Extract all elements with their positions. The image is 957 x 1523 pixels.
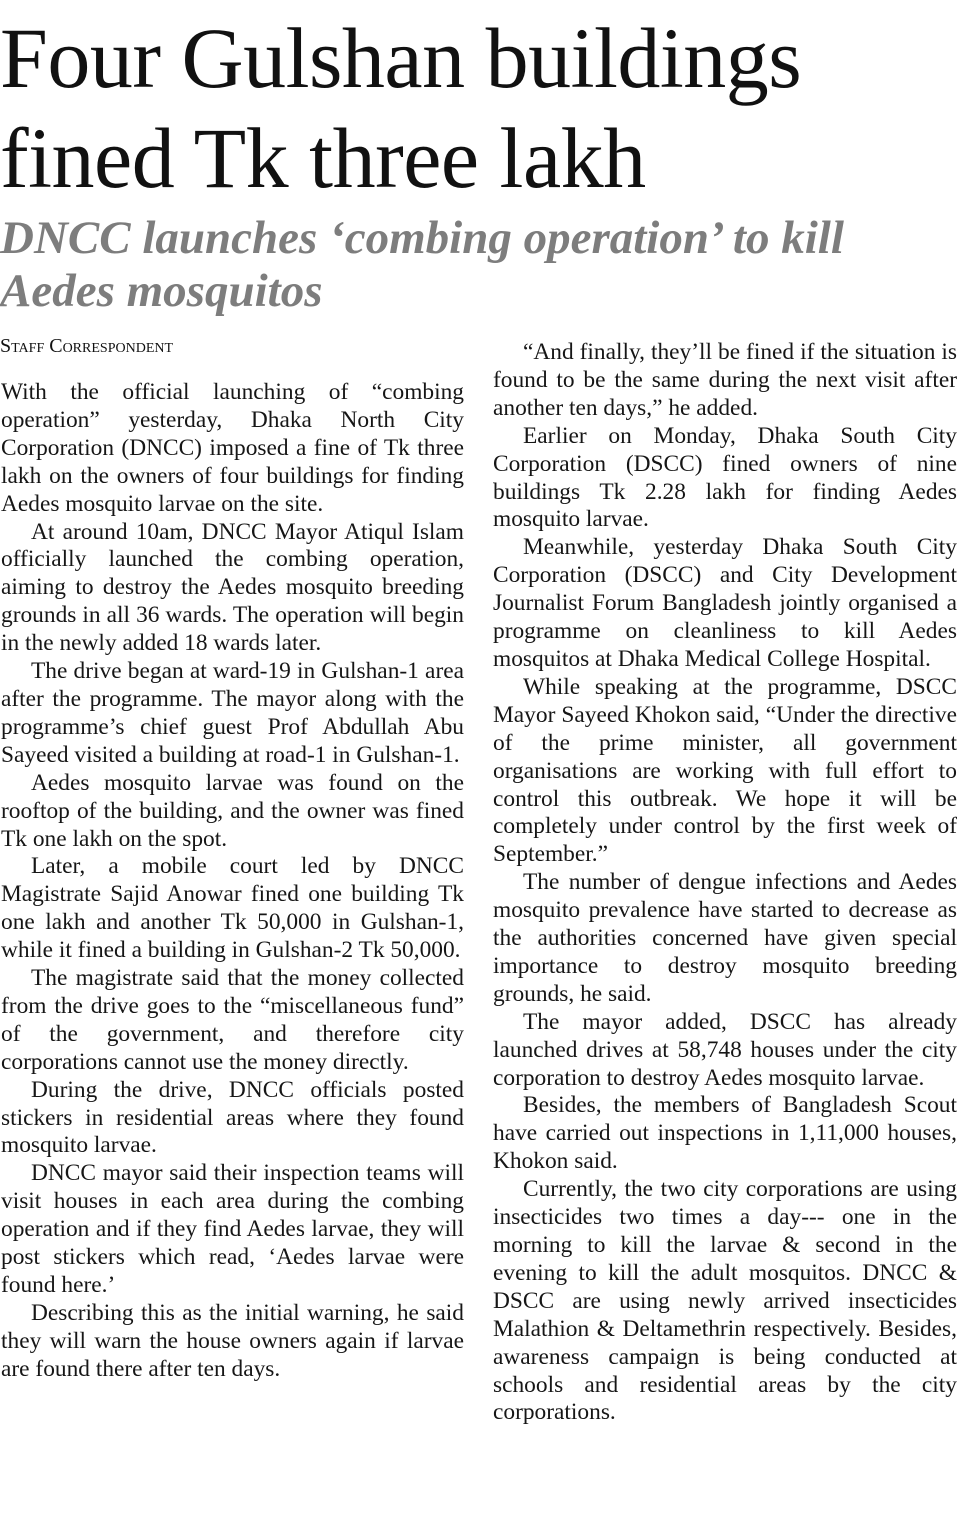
paragraph: The number of dengue infections and Aedes mosquito prevalence have started to decrease as the authorities concerned have given special importance to destroy mosquito breeding grounds, he said. <box>493 869 957 1007</box>
paragraph: The magistrate said that the money collected from the drive goes to the “miscellaneous fund” of the government, and therefore city corporations cannot use the money directly. <box>1 965 464 1075</box>
headline: Four Gulshan buildings fined Tk three lakh <box>0 10 802 206</box>
paragraph: DNCC mayor said their inspection teams will visit houses in each area during the combing operation and if they find Aedes larvae, they will post stickers which read, ‘Aedes larvae were found here.’ <box>1 1160 464 1298</box>
paragraph: Aedes mosquito larvae was found on the rooftop of the building, and the owner was fined Tk one lakh on the spot. <box>1 769 464 852</box>
paragraph: During the drive, DNCC officials posted stickers in residential areas where they found mosquito larvae. <box>1 1076 464 1159</box>
paragraph: Describing this as the initial warning, he said they will warn the house owners again if larvae are found there after ten days. <box>1 1299 464 1382</box>
paragraph: Besides, the members of Bangladesh Scout have carried out inspections in 1,11,000 houses, Khokon said. <box>493 1092 957 1175</box>
paragraph: Later, a mobile court led by DNCC Magistrate Sajid Anowar fined one building Tk one lakh and another Tk 50,000 in Gulshan-1, while it fined a building in Gulshan-2 Tk 50,000. <box>1 853 464 964</box>
paragraph: The mayor added, DSCC has already launched drives at 58,748 houses under the city corporation to destroy Aedes mosquito larvae. <box>493 1008 957 1091</box>
byline: Staff Correspondent <box>0 335 174 357</box>
subheadline: DNCC launches ‘combing operation’ to kill Aedes mosquitos <box>0 212 844 317</box>
paragraph: With the official launching of “combing operation” yesterday, Dhaka North City Corporation (DNCC) imposed a fine of Tk three lakh on the owners of four buildings for finding Aedes mosquito larvae on the site. <box>1 379 464 517</box>
paragraph: Earlier on Monday, Dhaka South City Corporation (DSCC) fined owners of nine buildings Tk 2.28 lakh for finding Aedes mosquito larvae. <box>493 422 957 533</box>
article-column-left <box>1 379 464 1384</box>
article-column-right <box>493 339 957 1427</box>
paragraph: The drive began at ward-19 in Gulshan-1 area after the programme. The mayor along with the programme’s chief guest Prof Abdullah Abu Sayeed visited a building at road-1 in Gulshan-1. <box>1 658 464 768</box>
paragraph: “And finally, they’ll be fined if the situation is found to be the same during the next visit after another ten days,” he added. <box>493 339 957 421</box>
paragraph: Currently, the two city corporations are using insecticides two times a day--- one in the morning to kill the larvae & second in the evening to kill the adult mosquitos. DNCC & DSCC are using newly arrived insecticides Malathion & Deltamethrin respectively. Besides, awareness campaign is being conducted at schools and residential areas by the city corporations. <box>493 1176 957 1426</box>
paragraph: Meanwhile, yesterday Dhaka South City Corporation (DSCC) and City Development Journalist Forum Bangladesh jointly organised a programme on cleanliness to kill Aedes mosquitos at Dhaka Medical College Hospital. <box>493 534 957 672</box>
paragraph: While speaking at the programme, DSCC Mayor Sayeed Khokon said, “Under the directive of the prime minister, all government organisations are working with full effort to control this outbreak. We hope it will be completely under control by the first week of September.” <box>493 673 957 868</box>
paragraph: At around 10am, DNCC Mayor Atiqul Islam officially launched the combing operation, aiming to destroy the Aedes mosquito breeding grounds in all 36 wards. The operation will begin in the newly added 18 wards later. <box>1 518 464 657</box>
